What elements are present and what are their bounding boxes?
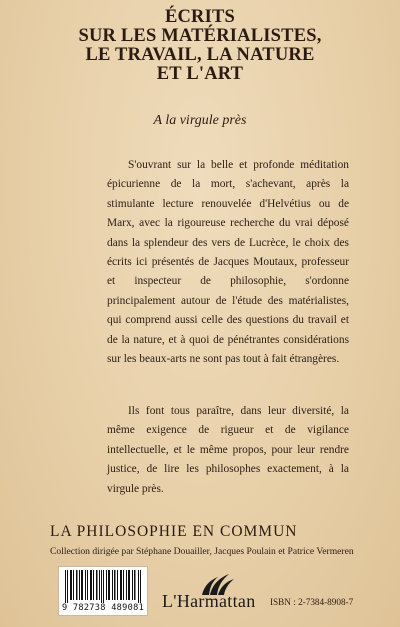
- blurb-paragraph-2: Ils font tous paraître, dans leur diversité, la même exigence de rigueur et de vigilance intellectuelle, et le même propos, pour leur rendre justice, de lire les philosophes exactement, à la virgule près.: [107, 405, 349, 495]
- collection-directors: Collection dirigée par Stéphane Douailler, Jacques Poulain et Patrice Vermeren: [50, 546, 354, 557]
- title-line: LE TRAVAIL, LA NATURE: [85, 45, 315, 65]
- book-subtitle: A la virgule près: [153, 113, 247, 128]
- barcode-digits: 9 782738 489081: [61, 603, 145, 613]
- isbn-number: ISBN : 2-7384-8908-7: [270, 597, 354, 607]
- barcode-bars: [64, 570, 142, 603]
- title-line: ET L'ART: [156, 64, 244, 84]
- collection-name: LA PHILOSOPHIE EN COMMUN: [50, 523, 298, 540]
- book-title: [0, 8, 400, 84]
- publisher-name: L'Harmattan: [162, 591, 256, 611]
- blurb-paragraph-1: S'ouvrant sur la belle et profonde méditation épicurienne de la mort, s'achevant, après la stimulante lecture renouvelée d'Helvétius ou de Marx, avec la rigoureuse recherche du vrai déposé dans la splendeur des vers de Lucrèce, le choix des écrits ici présentés de Jacques Moutaux, professeur et inspecteur de philosophie, s'ordonne principalement autour de l'étude des matérialistes, qui comprend aussi celle des questions du travail et de la nature, et à quoi de pénétrantes considérations sur les beaux-arts ne sont pas tout à fait étrangères.: [107, 159, 349, 366]
- title-line: SUR LES MATÉRIALISTES,: [78, 26, 322, 46]
- title-line: ÉCRITS: [164, 7, 236, 27]
- barcode: [58, 566, 148, 616]
- publisher-logo: [162, 568, 266, 612]
